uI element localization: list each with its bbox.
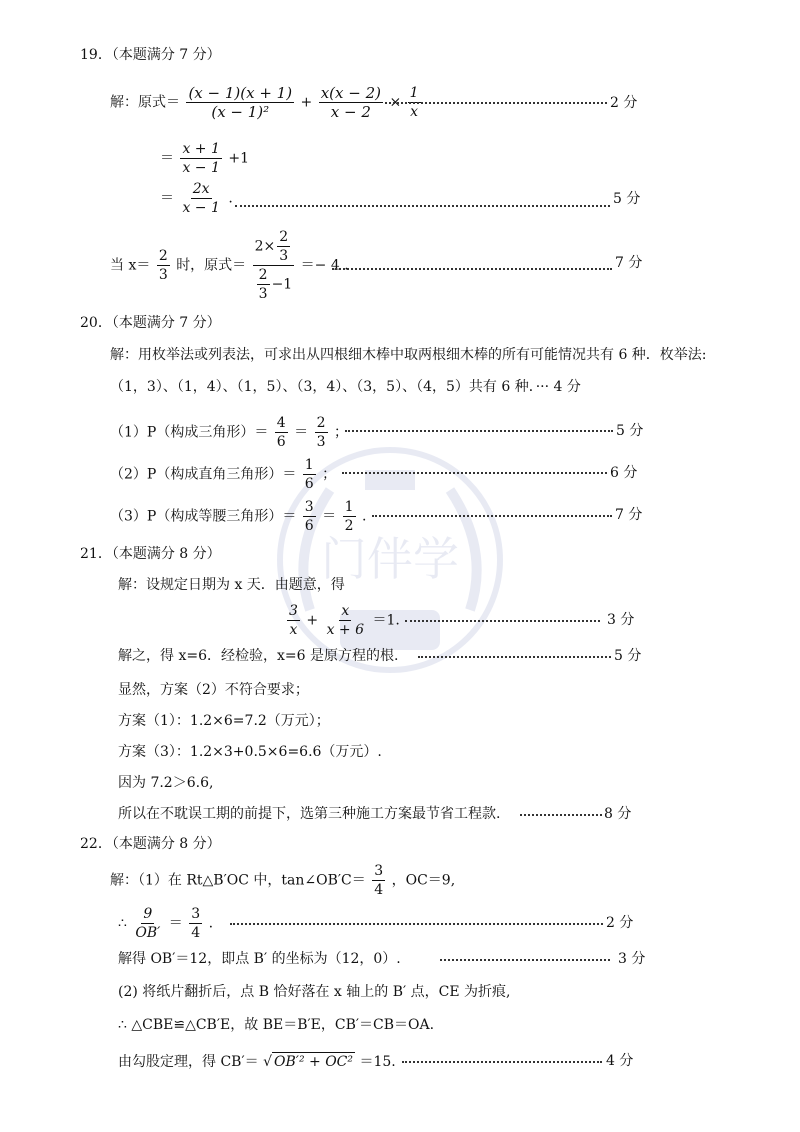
q22-dots-2 — [440, 959, 610, 961]
q19-fraction-5: $\frac{2x}{x - 1}$ — [182, 181, 220, 216]
q19-fraction-1: $\frac{(x - 1)(x + 1)}{\text{(x − 1)²}}$ — [188, 84, 293, 121]
q19-fraction-2: $\frac{x(x - 2)}{x - 2}$ — [320, 84, 381, 121]
q22-line3: 解得 OB′＝12，即点 B′ 的坐标为（12，0）. — [118, 951, 401, 967]
q19-prefix: 解：原式＝ — [110, 94, 180, 111]
q22-line4: (2) 将纸片翻折后，点 B 恰好落在 x 轴上的 B′ 点，CE 为折痕, — [118, 984, 511, 1000]
q19-dots-3 — [332, 268, 612, 270]
q21-score-3: 8 分 — [604, 806, 632, 822]
q20-score-2: 6 分 — [610, 465, 638, 481]
q20-dots-2 — [342, 472, 607, 474]
q19-times: × — [389, 94, 402, 111]
q21-line1: 解：设规定日期为 x 天．由题意，得 — [118, 577, 345, 593]
q22-fraction-3: $\frac{3}{4}$ — [191, 906, 201, 941]
q21-equation: $\frac{3}{x}$ + $\frac{x}{x + 6}$ ＝1. — [289, 603, 400, 638]
q22-dots-3 — [402, 1061, 602, 1063]
q19-eq-2: ＝ — [160, 190, 174, 207]
q20-heading: 20．（本题满分 7 分） — [80, 315, 221, 331]
q22-line5: ∴ △CBE≌△CB′E，故 BE＝B′E，CB′＝CB＝OA. — [118, 1017, 435, 1033]
q21-dots-2 — [418, 656, 611, 658]
q19-plus: + — [300, 94, 313, 111]
q22-dots-1 — [230, 923, 603, 925]
q22-line1: 解：（1）在 Rt△B′OC 中，tan∠OB′C＝ $\frac{3}{4}$ ，OC＝9, — [110, 863, 456, 898]
q19-fraction-6: $\frac{2}{3}$ — [158, 248, 168, 283]
q20-p1-fraction-a: $\frac{4}{6}$ — [276, 415, 286, 450]
q19-plus-one: +1 — [228, 150, 249, 167]
q20-p2-fraction: $\frac{1}{6}$ — [304, 457, 314, 492]
q20-dots-3 — [372, 515, 612, 517]
q21-heading: 21．（本题满分 8 分） — [80, 546, 221, 562]
q20-p1: （1）P（构成三角形）＝ $\frac{4}{6}$ ＝ $\frac{2}{3}$ ； — [110, 415, 348, 450]
q22-score-3: 4 分 — [606, 1053, 634, 1069]
q20-p1-fraction-b: $\frac{2}{3}$ — [316, 415, 326, 450]
q20-p2: （2）P（构成直角三角形）＝ $\frac{1}{6}$ ； — [110, 457, 337, 492]
q22-line6: 由勾股定理，得 CB′＝ √ OB′² + OC² ＝15. — [118, 1054, 396, 1070]
q19-score-2: 5 分 — [613, 191, 641, 207]
q22-sqrt-content: OB′² + OC² — [274, 1054, 354, 1070]
q22-score-1: 2 分 — [606, 915, 634, 931]
q20-score-3: 7 分 — [615, 507, 643, 523]
q19-score-1: 2 分 — [610, 95, 638, 111]
q19-fraction-3: $\frac{1}{x}$ — [409, 85, 419, 120]
q21-line8: 所以在不耽误工期的前提下，选第三种施工方案最节省工程款. — [118, 806, 501, 822]
q19-line2 — [160, 140, 249, 177]
q19-line1 — [110, 84, 423, 121]
q20-score-1: 5 分 — [616, 423, 644, 439]
q21-score-2: 5 分 — [614, 648, 642, 664]
q21-dots-1 — [405, 620, 600, 622]
q19-period: . — [228, 190, 233, 207]
q19-dots-1 — [385, 102, 607, 104]
q21-score-1: 3 分 — [607, 612, 635, 628]
q21-dots-3 — [520, 814, 602, 816]
q19-fraction-4: $\frac{x + 1}{x - 1}$ — [182, 141, 220, 176]
q21-line3: 解之，得 x=6．经检验，x=6 是原方程的根. — [118, 648, 399, 664]
q22-fraction-2: $\frac{9}{OB'}$ — [135, 906, 161, 941]
q21-line6: 方案（3）：1.2×3+0.5×6=6.6（万元）. — [118, 744, 382, 760]
q22-score-2: 3 分 — [618, 951, 646, 967]
q21-line7: 因为 7.2＞6.6, — [118, 775, 214, 791]
q19-result: ＝− 4 . — [300, 257, 349, 274]
q19-when: 当 x＝ — [110, 257, 151, 274]
q19-original: 时，原式＝ — [176, 257, 247, 274]
q21-fraction-b: $\frac{x}{x + 6}$ — [326, 603, 364, 638]
q20-line1: 解：用枚举法或列表法，可求出从四根细木棒中取两根细木棒的所有可能情况共有 6 种．枚举法: — [110, 347, 707, 363]
q22-heading: 22．（本题满分 8 分） — [80, 836, 221, 852]
watermark-text: 门伴学 — [321, 532, 459, 586]
q19-dots-2 — [235, 205, 610, 207]
q21-fraction-a: $\frac{3}{x}$ — [289, 603, 298, 638]
q20-line2: （1，3）、（1，4）、（1，5）、（3，4）、（3，5）、（4，5）共有 6 种．··· 4 分 — [110, 379, 581, 395]
q22-fraction-1: $\frac{3}{4}$ — [374, 863, 384, 898]
q19-line3 — [160, 180, 233, 217]
q21-line4: 显然，方案（2）不符合要求； — [118, 682, 309, 698]
q21-line5: 方案（1）：1.2×6=7.2（万元）； — [118, 713, 330, 729]
q19-eq-1: ＝ — [160, 150, 174, 167]
q20-p3-fraction-b: $\frac{1}{2}$ — [344, 499, 354, 534]
q20-p3: （3）P（构成等腰三角形）＝ $\frac{3}{6}$ ＝ $\frac{1}{2}$ . — [110, 499, 367, 534]
q19-line4 — [110, 228, 349, 303]
q22-line2: ∴ $\frac{9}{OB'}$ ＝ $\frac{3}{4}$ . — [118, 906, 214, 941]
q19-score-3: 7 分 — [615, 255, 643, 271]
q20-dots-1 — [345, 430, 613, 432]
q20-p3-fraction-a: $\frac{3}{6}$ — [304, 499, 314, 534]
q19-fraction-7: 2× $\frac{2}{3}$ $\frac{2}{3}$ −1 — [254, 229, 293, 302]
sqrt-sign: √ — [263, 1054, 273, 1070]
q19-heading: 19．（本题满分 7 分） — [80, 47, 221, 63]
